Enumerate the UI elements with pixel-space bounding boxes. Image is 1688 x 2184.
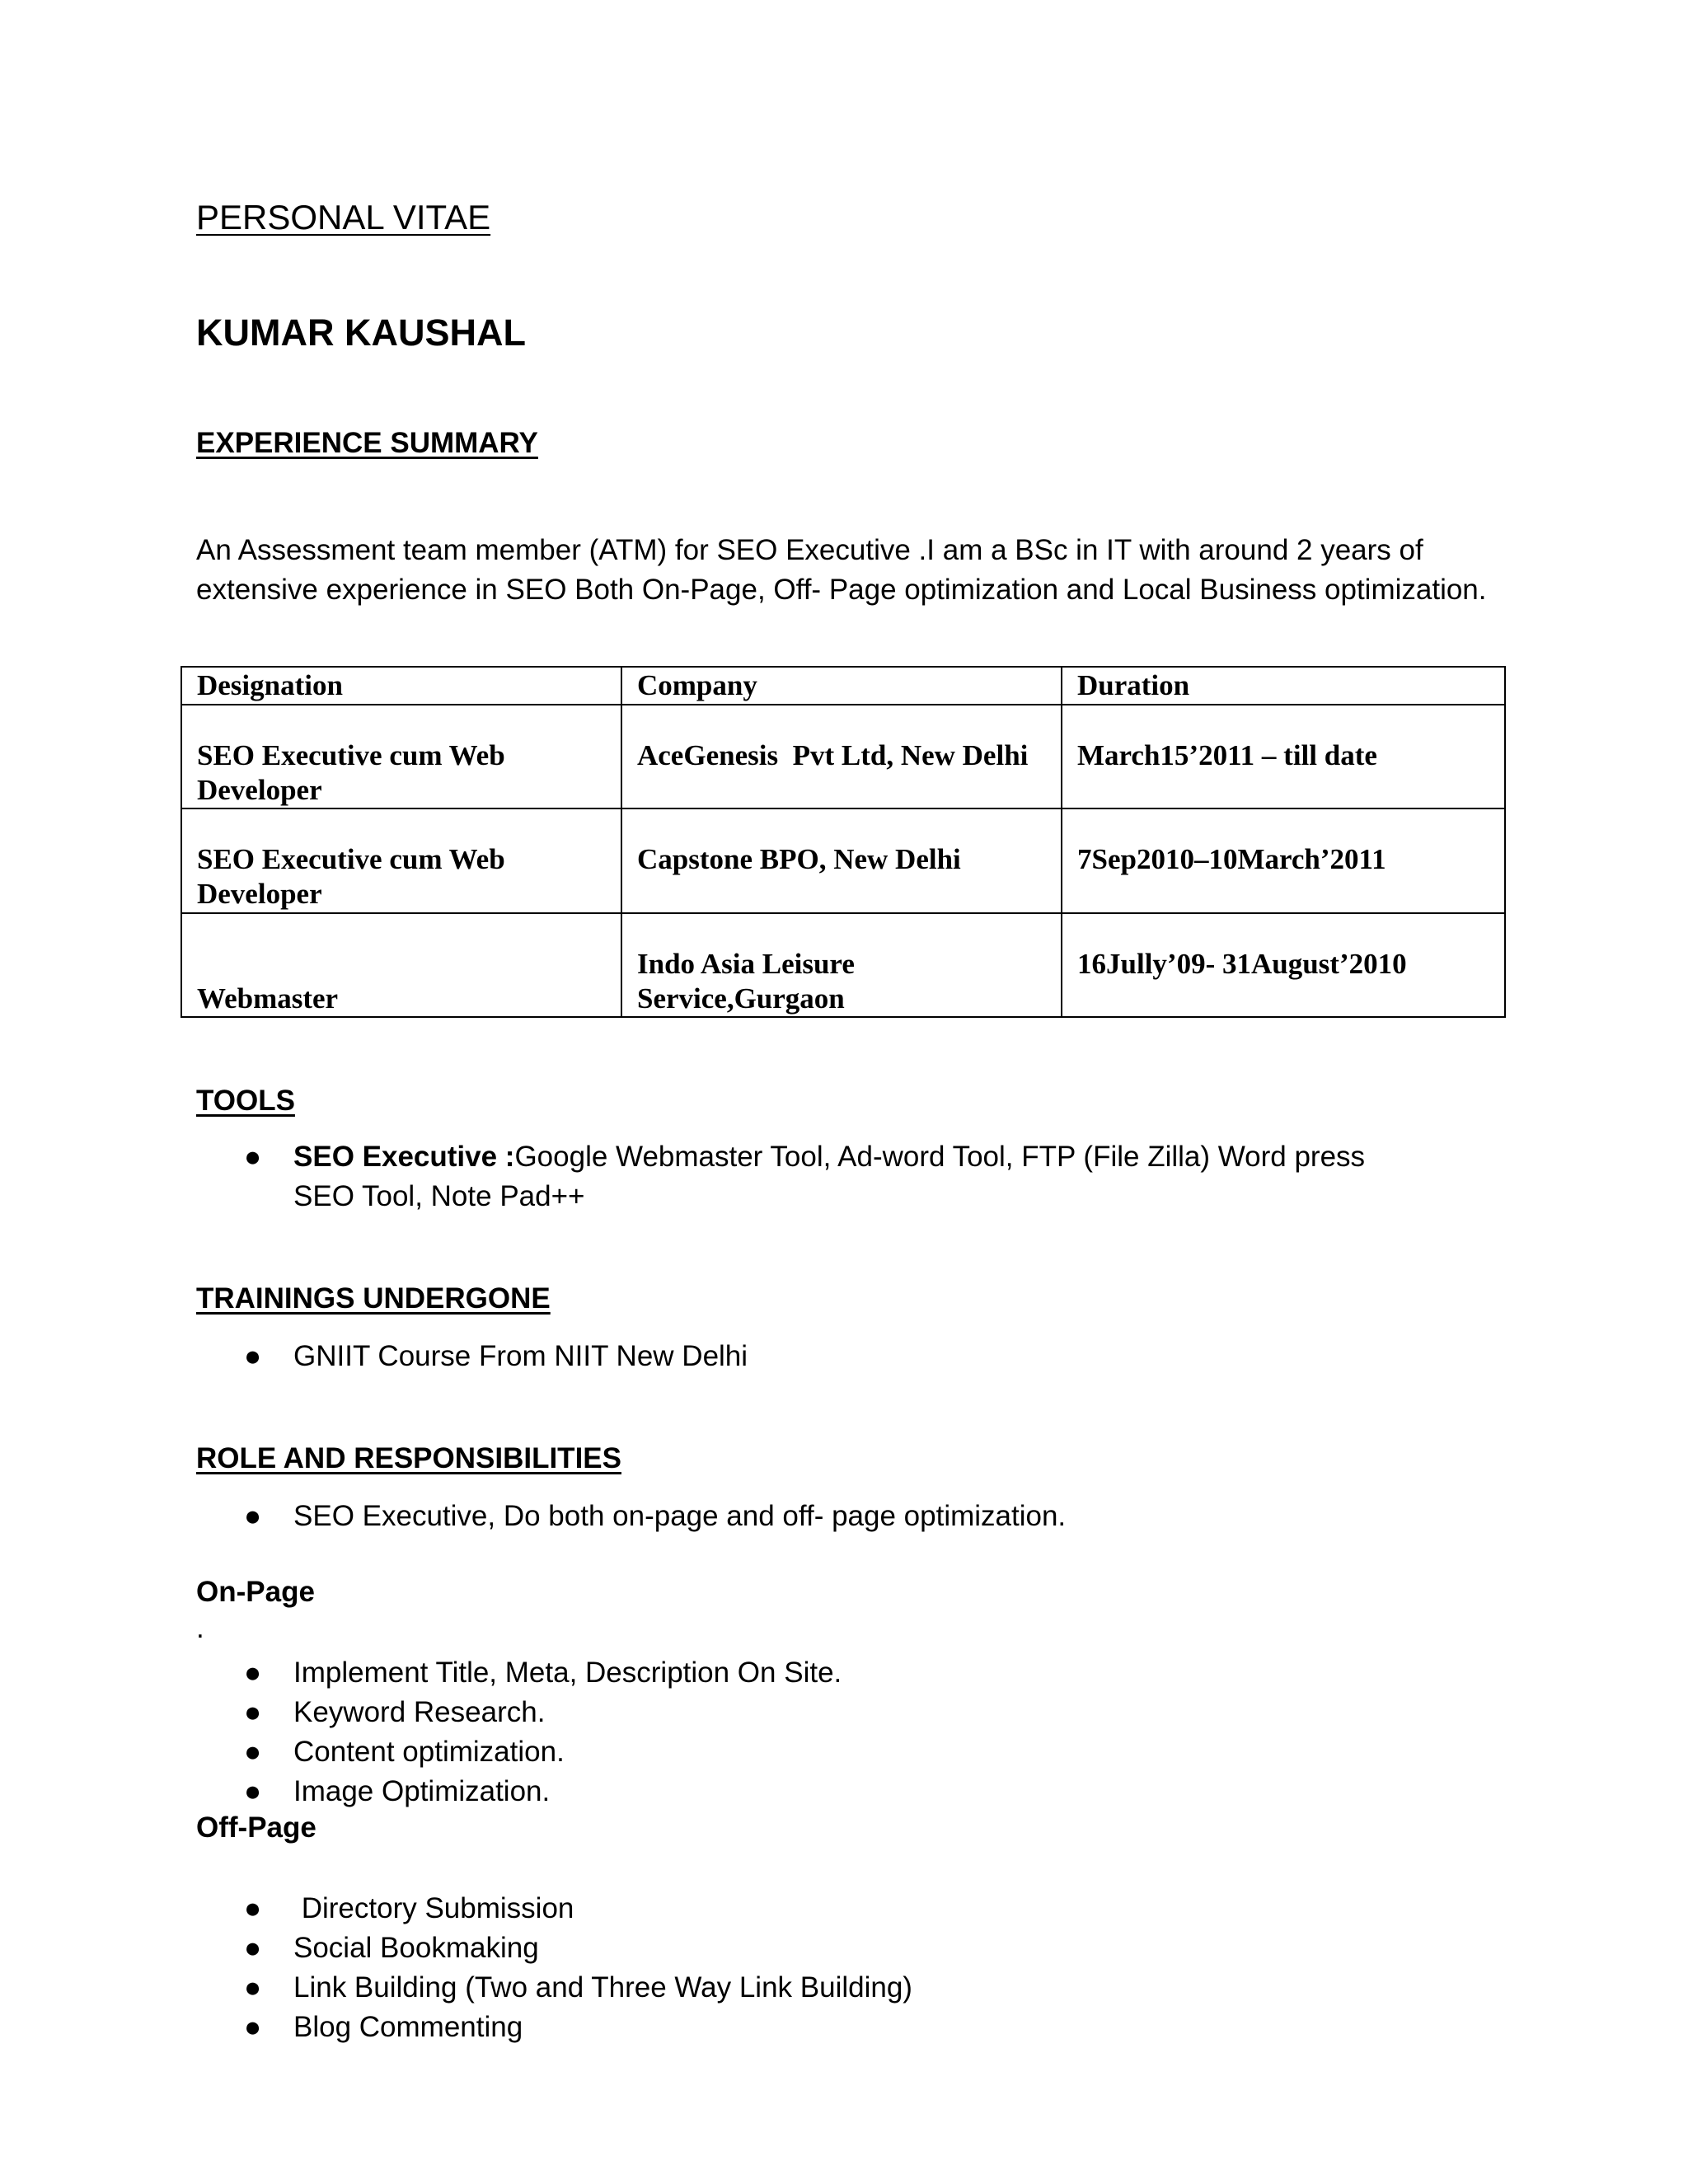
trainings-heading: TRAININGS UNDERGONE (196, 1282, 551, 1315)
table-row (181, 808, 1505, 912)
on-page-list (196, 1653, 842, 1811)
on-page-heading: On-Page (196, 1576, 315, 1608)
designation-cell: SEO Executive cum Web Developer (197, 843, 505, 911)
table-header-row (181, 667, 1505, 705)
list-item (196, 1732, 842, 1772)
on-page-item-text: Implement Title, Meta, Description On Site. (293, 1657, 842, 1689)
bullet-icon: ● (244, 1340, 262, 1372)
table-row (181, 913, 1505, 1017)
bullet-icon: ● (244, 1736, 262, 1768)
list-item (196, 1497, 1066, 1536)
bullet-icon: ● (244, 1775, 262, 1807)
tools-heading: TOOLS (196, 1085, 295, 1117)
company-cell: Indo Asia Leisure Service,Gurgaon (637, 947, 855, 1015)
company-cell: AceGenesis Pvt Ltd, New Delhi (637, 739, 1029, 772)
list-item (196, 1929, 912, 1968)
bullet-icon: ● (244, 1892, 262, 1924)
off-page-item-text: Link Building (Two and Three Way Link Building) (293, 1971, 912, 2004)
designation-cell: SEO Executive cum Web Developer (197, 739, 505, 807)
duration-cell: March15’2011 – till date (1077, 739, 1377, 772)
list-item (196, 1653, 842, 1693)
experience-summary-text: An Assessment team member (ATM) for SEO Executive .I am a BSc in IT with around 2 years of extensive experience in SEO Both On-Page, Off- Page optimization and Local Business optimization. (196, 534, 1487, 606)
bullet-icon: ● (244, 2011, 262, 2043)
off-page-list (196, 1889, 912, 2047)
designation-cell: Webmaster (197, 982, 339, 1015)
bullet-icon: ● (244, 1932, 262, 1964)
roles-heading: ROLE AND RESPONSIBILITIES (196, 1442, 621, 1474)
bullet-icon: ● (244, 1696, 262, 1728)
table-header-designation: Designation (181, 667, 621, 705)
on-page-item-text: Content optimization. (293, 1736, 565, 1768)
bullet-icon: ● (244, 1500, 262, 1532)
list-item (196, 1968, 912, 2008)
bullet-icon: ● (244, 1657, 262, 1689)
company-cell: Capstone BPO, New Delhi (637, 843, 961, 876)
on-page-item-text: Image Optimization. (293, 1775, 551, 1807)
list-item (196, 2008, 912, 2047)
off-page-heading: Off-Page (196, 1811, 316, 1844)
on-page-item-text: Keyword Research. (293, 1696, 546, 1728)
trainings-list (196, 1337, 748, 1376)
bullet-icon: ● (244, 1971, 262, 2004)
table-header-company: Company (621, 667, 1062, 705)
table-header-duration: Duration (1062, 667, 1505, 705)
list-item (196, 1772, 842, 1811)
off-page-item-text: Social Bookmaking (293, 1932, 539, 1964)
off-page-item-text: Directory Submission (293, 1892, 574, 1924)
duration-cell: 16Jully’09- 31August’2010 (1077, 947, 1407, 980)
duration-cell: 7Sep2010–10March’2011 (1077, 843, 1386, 876)
tools-list (196, 1137, 1432, 1216)
list-item (196, 1889, 912, 1929)
bullet-icon: ● (244, 1141, 262, 1173)
training-item-text: GNIIT Course From NIIT New Delhi (293, 1340, 748, 1372)
role-item-text: SEO Executive, Do both on-page and off- page optimization. (293, 1500, 1067, 1532)
document-title: PERSONAL VITAE (196, 198, 491, 237)
off-page-item-text: Blog Commenting (293, 2011, 523, 2043)
list-item (196, 1693, 842, 1732)
stray-period: . (196, 1612, 204, 1644)
tool-list-text: Google Webmaster Tool, Ad-word Tool, FTP (File Zilla) Word press SEO Tool, Note Pad++ (293, 1141, 1366, 1212)
tool-category-label: SEO Executive : (293, 1141, 515, 1173)
experience-summary-heading: EXPERIENCE SUMMARY (196, 427, 538, 459)
candidate-name: KUMAR KAUSHAL (196, 312, 526, 354)
table-row (181, 705, 1505, 808)
roles-list (196, 1497, 1066, 1536)
list-item (196, 1137, 1432, 1216)
experience-table (181, 666, 1506, 1018)
list-item (196, 1337, 748, 1376)
